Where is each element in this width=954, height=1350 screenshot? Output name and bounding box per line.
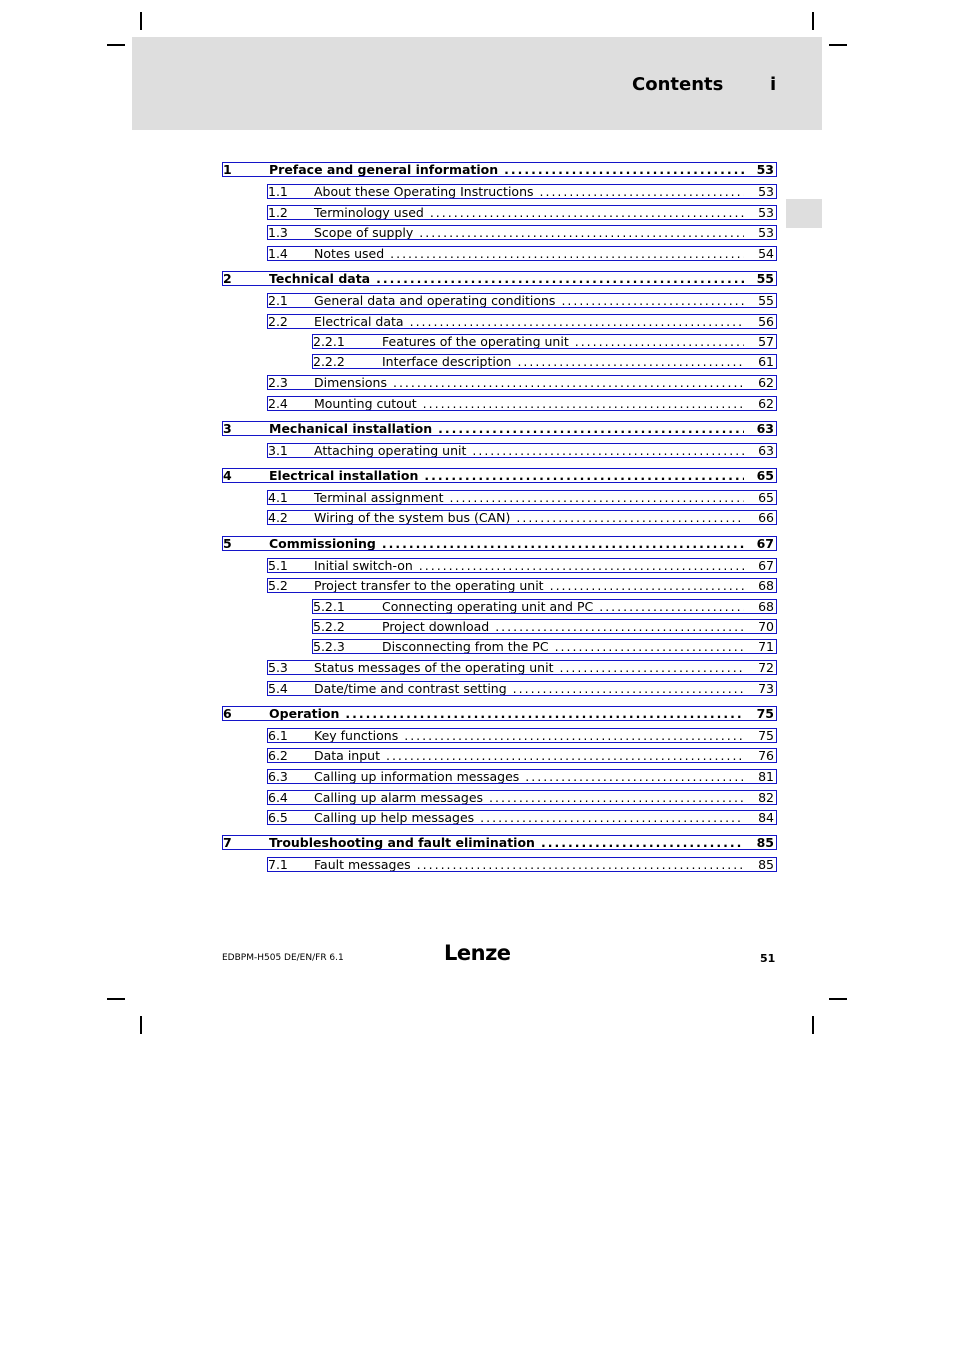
toc-entry-title: Calling up information messages: [314, 770, 525, 783]
toc-entry[interactable]: [267, 510, 777, 525]
toc-entry-page: 55: [758, 293, 774, 308]
toc-dot-leader: [541, 836, 744, 849]
toc-entry-number: 2.2.2: [313, 354, 345, 369]
toc-dot-leader: [540, 185, 744, 198]
toc-entry-page: 54: [758, 246, 774, 261]
toc-entry-title: Terminology used: [314, 206, 430, 219]
toc-entry[interactable]: [267, 681, 777, 696]
toc-dot-leader: [561, 294, 744, 307]
toc-entry[interactable]: [267, 443, 777, 458]
toc-entry-title: Project download: [382, 620, 495, 633]
toc-entry[interactable]: [312, 334, 777, 349]
toc-entry-number: 6.4: [268, 790, 288, 805]
toc-entry-number: 2.1: [268, 293, 288, 308]
toc-entry[interactable]: [267, 748, 777, 763]
toc-entry[interactable]: [222, 536, 777, 551]
toc-entry[interactable]: [267, 293, 777, 308]
crop-mark: [107, 998, 125, 1000]
toc-entry-page: 55: [756, 271, 774, 286]
toc-entry-number: 6: [223, 706, 232, 721]
toc-entry-page: 61: [758, 354, 774, 369]
toc-entry-number: 5.2.1: [313, 599, 345, 614]
toc-dot-leader: [390, 247, 744, 260]
toc-dot-leader: [504, 163, 744, 176]
toc-entry[interactable]: [267, 396, 777, 411]
toc-entry-number: 3: [223, 421, 232, 436]
toc-entry-number: 4: [223, 468, 232, 483]
toc-entry-number: 5.4: [268, 681, 288, 696]
toc-entry-page: 81: [758, 769, 774, 784]
toc-entry-title: Calling up help messages: [314, 811, 480, 824]
toc-entry-page: 66: [758, 510, 774, 525]
toc-entry-number: 5.3: [268, 660, 288, 675]
toc-dot-leader: [423, 397, 744, 410]
toc-dot-leader: [382, 537, 744, 550]
toc-dot-leader: [525, 770, 744, 783]
toc-entry-page: 57: [758, 334, 774, 349]
toc-entry-page: 63: [756, 421, 774, 436]
toc-dot-leader: [550, 579, 744, 592]
toc-entry-title: Disconnecting from the PC: [382, 640, 555, 653]
toc-entry-number: 2.3: [268, 375, 288, 390]
toc-entry-title: Electrical installation: [269, 469, 424, 482]
toc-entry-number: 6.3: [268, 769, 288, 784]
toc-entry[interactable]: [222, 271, 777, 286]
toc-entry-number: 2.2.1: [313, 334, 345, 349]
toc-entry-page: 63: [758, 443, 774, 458]
toc-entry-title: Features of the operating unit: [382, 335, 575, 348]
toc-entry-title: Electrical data: [314, 315, 410, 328]
toc-dot-leader: [430, 206, 744, 219]
toc-entry[interactable]: [267, 490, 777, 505]
toc-entry[interactable]: [267, 184, 777, 199]
toc-entry[interactable]: [267, 205, 777, 220]
toc-entry-number: 1.3: [268, 225, 288, 240]
toc-entry-title: Technical data: [269, 272, 376, 285]
toc-dot-leader: [555, 640, 744, 653]
toc-dot-leader: [450, 491, 744, 504]
toc-entry-title: Attaching operating unit: [314, 444, 472, 457]
toc-dot-leader: [513, 682, 744, 695]
toc-entry[interactable]: [267, 246, 777, 261]
toc-dot-leader: [393, 376, 744, 389]
toc-entry-page: 84: [758, 810, 774, 825]
toc-entry-title: General data and operating conditions: [314, 294, 561, 307]
toc-entry-page: 85: [758, 857, 774, 872]
toc-entry[interactable]: [312, 619, 777, 634]
toc-entry-page: 62: [758, 396, 774, 411]
toc-entry-page: 53: [758, 205, 774, 220]
brand-logo: Lenze: [444, 941, 511, 965]
toc-entry-number: 3.1: [268, 443, 288, 458]
toc-entry-title: Date/time and contrast setting: [314, 682, 513, 695]
toc-entry[interactable]: [222, 162, 777, 177]
toc-entry[interactable]: [267, 314, 777, 329]
toc-dot-leader: [472, 444, 744, 457]
toc-dot-leader: [480, 811, 744, 824]
toc-entry-title: Wiring of the system bus (CAN): [314, 511, 516, 524]
toc-entry-page: 53: [758, 225, 774, 240]
toc-dot-leader: [559, 661, 744, 674]
toc-entry-number: 5: [223, 536, 232, 551]
toc-dot-leader: [575, 335, 744, 348]
toc-entry-number: 5.2.2: [313, 619, 345, 634]
toc-entry-title: Fault messages: [314, 858, 417, 871]
toc-entry-page: 68: [758, 599, 774, 614]
toc-dot-leader: [404, 729, 744, 742]
toc-entry-title: Project transfer to the operating unit: [314, 579, 550, 592]
toc-entry[interactable]: [267, 857, 777, 872]
toc-entry-title: Notes used: [314, 247, 390, 260]
toc-entry-title: Status messages of the operating unit: [314, 661, 559, 674]
toc-entry-number: 4.1: [268, 490, 288, 505]
toc-entry-page: 76: [758, 748, 774, 763]
toc-entry-title: Interface description: [382, 355, 517, 368]
crop-mark: [140, 1016, 142, 1034]
toc-entry-number: 1: [223, 162, 232, 177]
toc-dot-leader: [419, 559, 744, 572]
toc-entry-title: Calling up alarm messages: [314, 791, 489, 804]
toc-entry[interactable]: [267, 660, 777, 675]
toc-entry-page: 82: [758, 790, 774, 805]
toc-entry[interactable]: [222, 706, 777, 721]
toc-entry-title: Operation: [269, 707, 345, 720]
toc-entry-title: Mounting cutout: [314, 397, 423, 410]
toc-entry[interactable]: [267, 790, 777, 805]
toc-entry-title: Scope of supply: [314, 226, 419, 239]
toc-entry-number: 2.4: [268, 396, 288, 411]
toc-entry-number: 1.4: [268, 246, 288, 261]
toc-entry-page: 75: [756, 706, 774, 721]
toc-dot-leader: [386, 749, 744, 762]
toc-entry[interactable]: [222, 468, 777, 483]
toc-entry-title: Commissioning: [269, 537, 382, 550]
toc-entry[interactable]: [267, 558, 777, 573]
toc-entry-number: 6.1: [268, 728, 288, 743]
toc-dot-leader: [424, 469, 744, 482]
toc-entry-page: 67: [756, 536, 774, 551]
toc-dot-leader: [495, 620, 744, 633]
toc-entry-title: Initial switch-on: [314, 559, 419, 572]
toc-entry-page: 85: [756, 835, 774, 850]
toc-entry[interactable]: [267, 375, 777, 390]
toc-entry[interactable]: [222, 421, 777, 436]
toc-entry-number: 5.2.3: [313, 639, 345, 654]
toc-entry-title: Data input: [314, 749, 386, 762]
toc-entry-title: Troubleshooting and fault elimination: [269, 836, 541, 849]
toc-entry[interactable]: [312, 354, 777, 369]
toc-entry-number: 7: [223, 835, 232, 850]
toc-entry[interactable]: [267, 810, 777, 825]
toc-entry-number: 1.2: [268, 205, 288, 220]
toc-entry-number: 1.1: [268, 184, 288, 199]
toc-entry-page: 56: [758, 314, 774, 329]
toc-entry-page: 70: [758, 619, 774, 634]
toc-dot-leader: [489, 791, 744, 804]
document-code: EDBPM-H505 DE/EN/FR 6.1: [222, 953, 344, 963]
toc-entry-number: 2: [223, 271, 232, 286]
toc-entry-page: 65: [756, 468, 774, 483]
toc-entry-title: Mechanical installation: [269, 422, 438, 435]
toc-entry-page: 53: [758, 184, 774, 199]
crop-mark: [829, 998, 847, 1000]
toc-dot-leader: [376, 272, 744, 285]
toc-entry-page: 65: [758, 490, 774, 505]
toc-dot-leader: [417, 858, 744, 871]
toc-entry[interactable]: [312, 599, 777, 614]
toc-entry[interactable]: [267, 578, 777, 593]
toc-entry-title: Key functions: [314, 729, 404, 742]
toc-entry-number: 2.2: [268, 314, 288, 329]
toc-entry-page: 72: [758, 660, 774, 675]
page-number: 51: [760, 952, 776, 965]
toc-dot-leader: [599, 600, 744, 613]
toc-entry-page: 68: [758, 578, 774, 593]
toc-entry-page: 67: [758, 558, 774, 573]
toc-entry[interactable]: [267, 769, 777, 784]
toc-entry[interactable]: [222, 835, 777, 850]
toc-entry[interactable]: [312, 639, 777, 654]
toc-dot-leader: [517, 355, 744, 368]
toc-entry-page: 62: [758, 375, 774, 390]
toc-entry-number: 4.2: [268, 510, 288, 525]
toc-entry-page: 53: [756, 162, 774, 177]
toc-entry-number: 6.5: [268, 810, 288, 825]
toc-entry-number: 5.2: [268, 578, 288, 593]
page-title: Contents: [632, 74, 724, 95]
toc-dot-leader: [345, 707, 744, 720]
toc-entry-title: Connecting operating unit and PC: [382, 600, 599, 613]
toc-entry-title: Terminal assignment: [314, 491, 450, 504]
toc-entry-page: 75: [758, 728, 774, 743]
toc-dot-leader: [516, 511, 744, 524]
toc-entry-page: 73: [758, 681, 774, 696]
toc-entry[interactable]: [267, 225, 777, 240]
toc-entry-title: About these Operating Instructions: [314, 185, 540, 198]
toc-entry-page: 71: [758, 639, 774, 654]
toc-entry-number: 7.1: [268, 857, 288, 872]
toc-entry-title: Preface and general information: [269, 163, 504, 176]
toc-dot-leader: [419, 226, 744, 239]
section-letter: i: [770, 74, 777, 95]
toc-dot-leader: [438, 422, 744, 435]
toc-entry-number: 6.2: [268, 748, 288, 763]
toc-entry-title: Dimensions: [314, 376, 393, 389]
crop-mark: [812, 1016, 814, 1034]
toc-entry-number: 5.1: [268, 558, 288, 573]
toc-entry[interactable]: [267, 728, 777, 743]
toc-dot-leader: [410, 315, 744, 328]
